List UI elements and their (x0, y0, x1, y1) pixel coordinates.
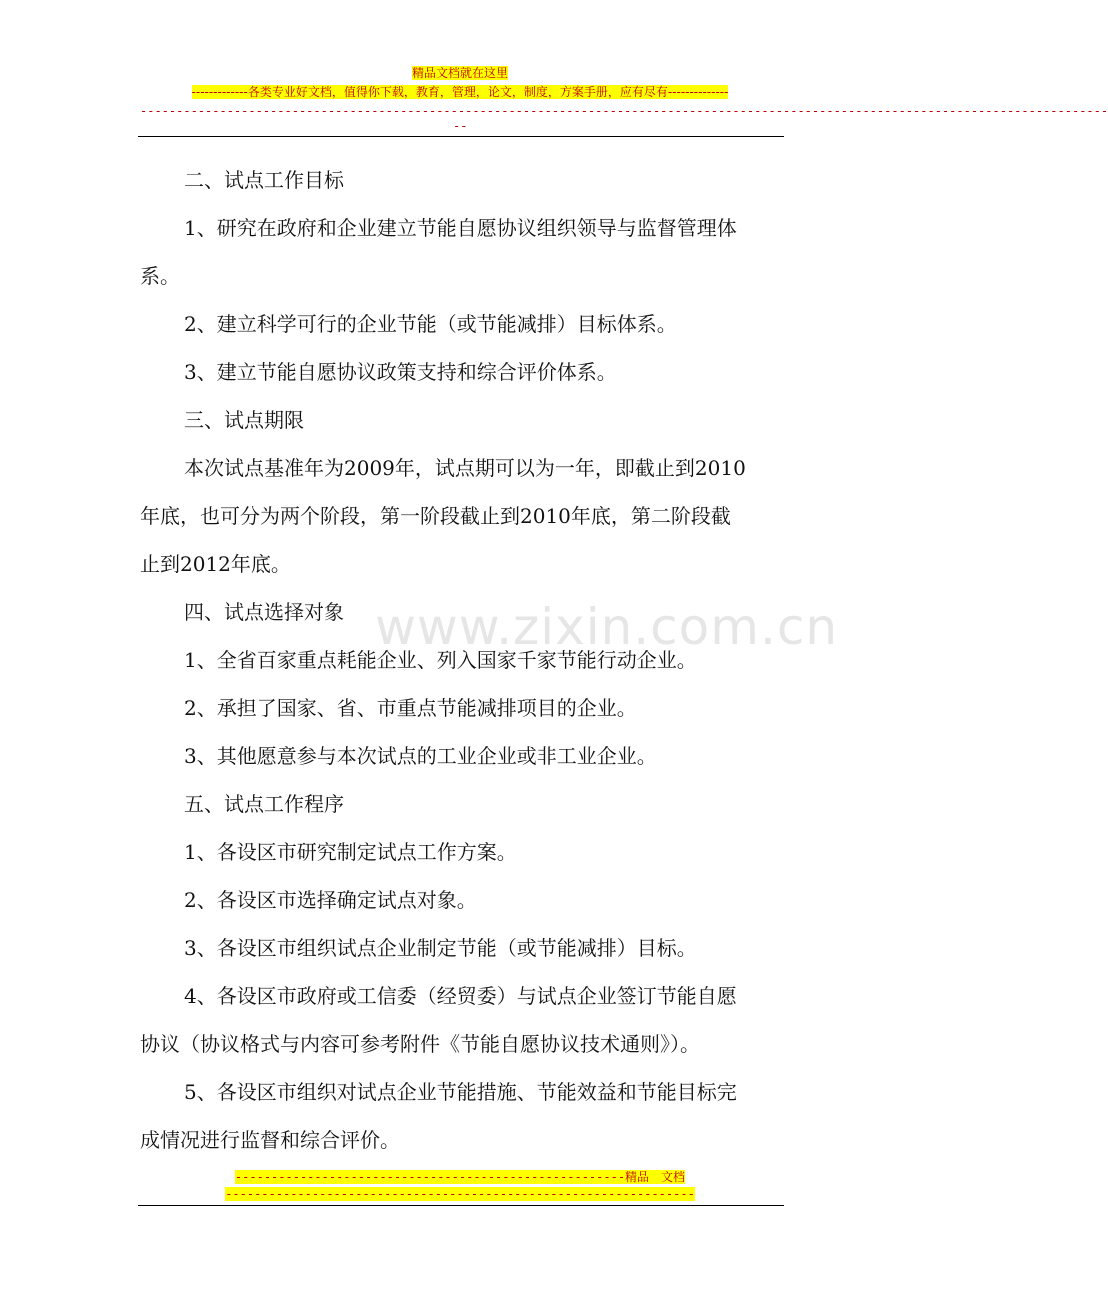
watermark: www.zixin.com.cn (375, 598, 839, 656)
heading-procedure: 五、试点工作程序 (184, 792, 344, 816)
footer-line-1: ------------------------------------------------------精品 文档 (234, 1170, 686, 1184)
paragraph-line: 3、其他愿意参与本次试点的工业企业或非工业企业。 (184, 744, 657, 768)
paragraph-line: 2、建立科学可行的企业节能（或节能减排）目标体系。 (184, 312, 677, 336)
paragraph-line: 2、各设区市选择确定试点对象。 (184, 888, 477, 912)
paragraph-line: 1、全省百家重点耗能企业、列入国家千家节能行动企业。 (184, 648, 697, 672)
paragraph-line: 协议（协议格式与内容可参考附件《节能自愿协议技术通则》）。 (140, 1032, 700, 1056)
heading-period: 三、试点期限 (184, 408, 304, 432)
paragraph-line: 2、承担了国家、省、市重点节能减排项目的企业。 (184, 696, 637, 720)
header-dash-line: -------------------------------------------------------------------------------------------------------------------------------------- (140, 104, 1108, 118)
paragraph-line: 止到2012年底。 (140, 552, 291, 576)
paragraph-line: 系。 (140, 264, 180, 288)
header-title: 精品文档就在这里 (411, 66, 508, 80)
heading-objectives: 二、试点工作目标 (184, 168, 344, 192)
heading-targets: 四、试点选择对象 (184, 600, 344, 624)
paragraph-line: 1、研究在政府和企业建立节能自愿协议组织领导与监督管理体 (184, 216, 737, 240)
paragraph-line: 5、各设区市组织对试点企业节能措施、节能效益和节能目标完 (184, 1080, 737, 1104)
paragraph-line: 年底，也可分为两个阶段，第一阶段截止到2010年底，第二阶段截 (140, 504, 731, 528)
header-subtitle: -------------各类专业好文档，值得你下载，教育，管理，论文，制度，方案手册，应有尽有-------------- (191, 85, 729, 99)
header-rule (138, 136, 784, 137)
paragraph-line: 1、各设区市研究制定试点工作方案。 (184, 840, 517, 864)
paragraph-line: 本次试点基准年为2009年，试点期可以为一年，即截止到2010 (184, 456, 746, 480)
paragraph-line: 3、各设区市组织试点企业制定节能（或节能减排）目标。 (184, 936, 697, 960)
paragraph-line: 4、各设区市政府或工信委（经贸委）与试点企业签订节能自愿 (184, 984, 737, 1008)
header-dash-tail: -- (453, 119, 468, 133)
footer-line-2: ----------------------------------------------------------------- (225, 1187, 695, 1201)
paragraph-line: 3、建立节能自愿协议政策支持和综合评价体系。 (184, 360, 617, 384)
footer-rule (138, 1205, 784, 1206)
paragraph-line: 成情况进行监督和综合评价。 (140, 1128, 400, 1152)
